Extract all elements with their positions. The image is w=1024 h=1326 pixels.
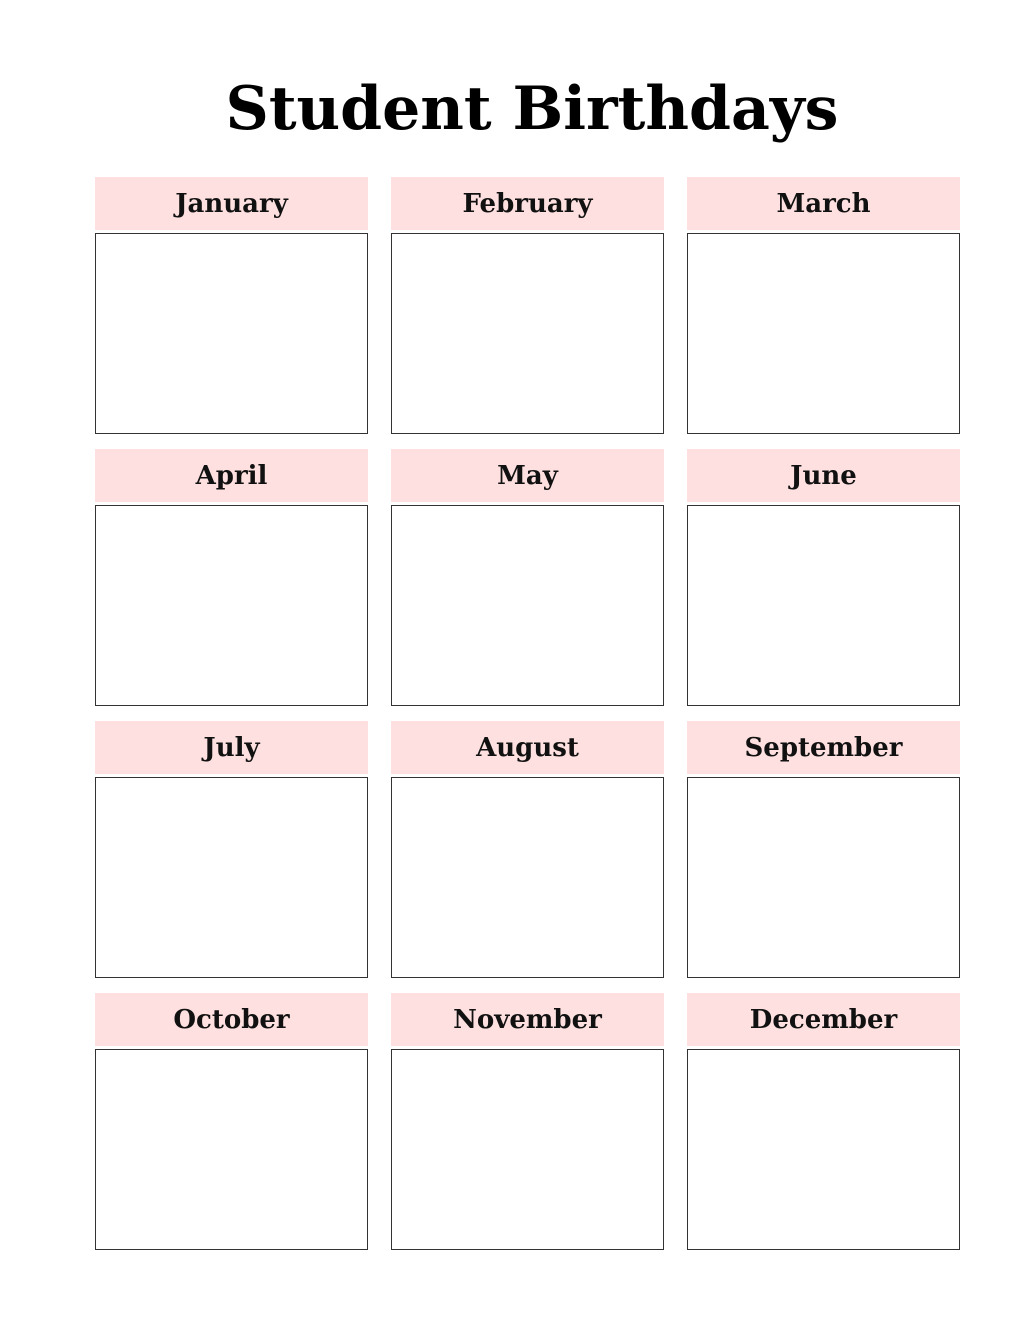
month-header: November	[391, 993, 664, 1046]
month-header: March	[687, 177, 960, 230]
month-november	[391, 993, 664, 1250]
month-january	[95, 177, 368, 434]
month-header: October	[95, 993, 368, 1046]
month-entry-box[interactable]	[391, 777, 664, 978]
month-entry-box[interactable]	[687, 505, 960, 706]
month-december	[687, 993, 960, 1250]
month-entry-box[interactable]	[687, 233, 960, 434]
month-entry-box[interactable]	[95, 1049, 368, 1250]
month-entry-box[interactable]	[391, 505, 664, 706]
month-header: May	[391, 449, 664, 502]
month-header: January	[95, 177, 368, 230]
month-september	[687, 721, 960, 978]
month-header: September	[687, 721, 960, 774]
month-entry-box[interactable]	[391, 1049, 664, 1250]
month-entry-box[interactable]	[687, 777, 960, 978]
month-february	[391, 177, 664, 434]
month-header: June	[687, 449, 960, 502]
month-may	[391, 449, 664, 706]
month-entry-box[interactable]	[687, 1049, 960, 1250]
month-entry-box[interactable]	[391, 233, 664, 434]
month-april	[95, 449, 368, 706]
month-june	[687, 449, 960, 706]
month-entry-box[interactable]	[95, 777, 368, 978]
month-entry-box[interactable]	[95, 233, 368, 434]
month-header: February	[391, 177, 664, 230]
month-header: December	[687, 993, 960, 1046]
month-header: April	[95, 449, 368, 502]
month-header: July	[95, 721, 368, 774]
month-july	[95, 721, 368, 978]
page-title: Student Birthdays	[225, 74, 839, 144]
month-august	[391, 721, 664, 978]
month-entry-box[interactable]	[95, 505, 368, 706]
months-grid	[95, 177, 960, 1250]
month-october	[95, 993, 368, 1250]
month-header: August	[391, 721, 664, 774]
month-march	[687, 177, 960, 434]
